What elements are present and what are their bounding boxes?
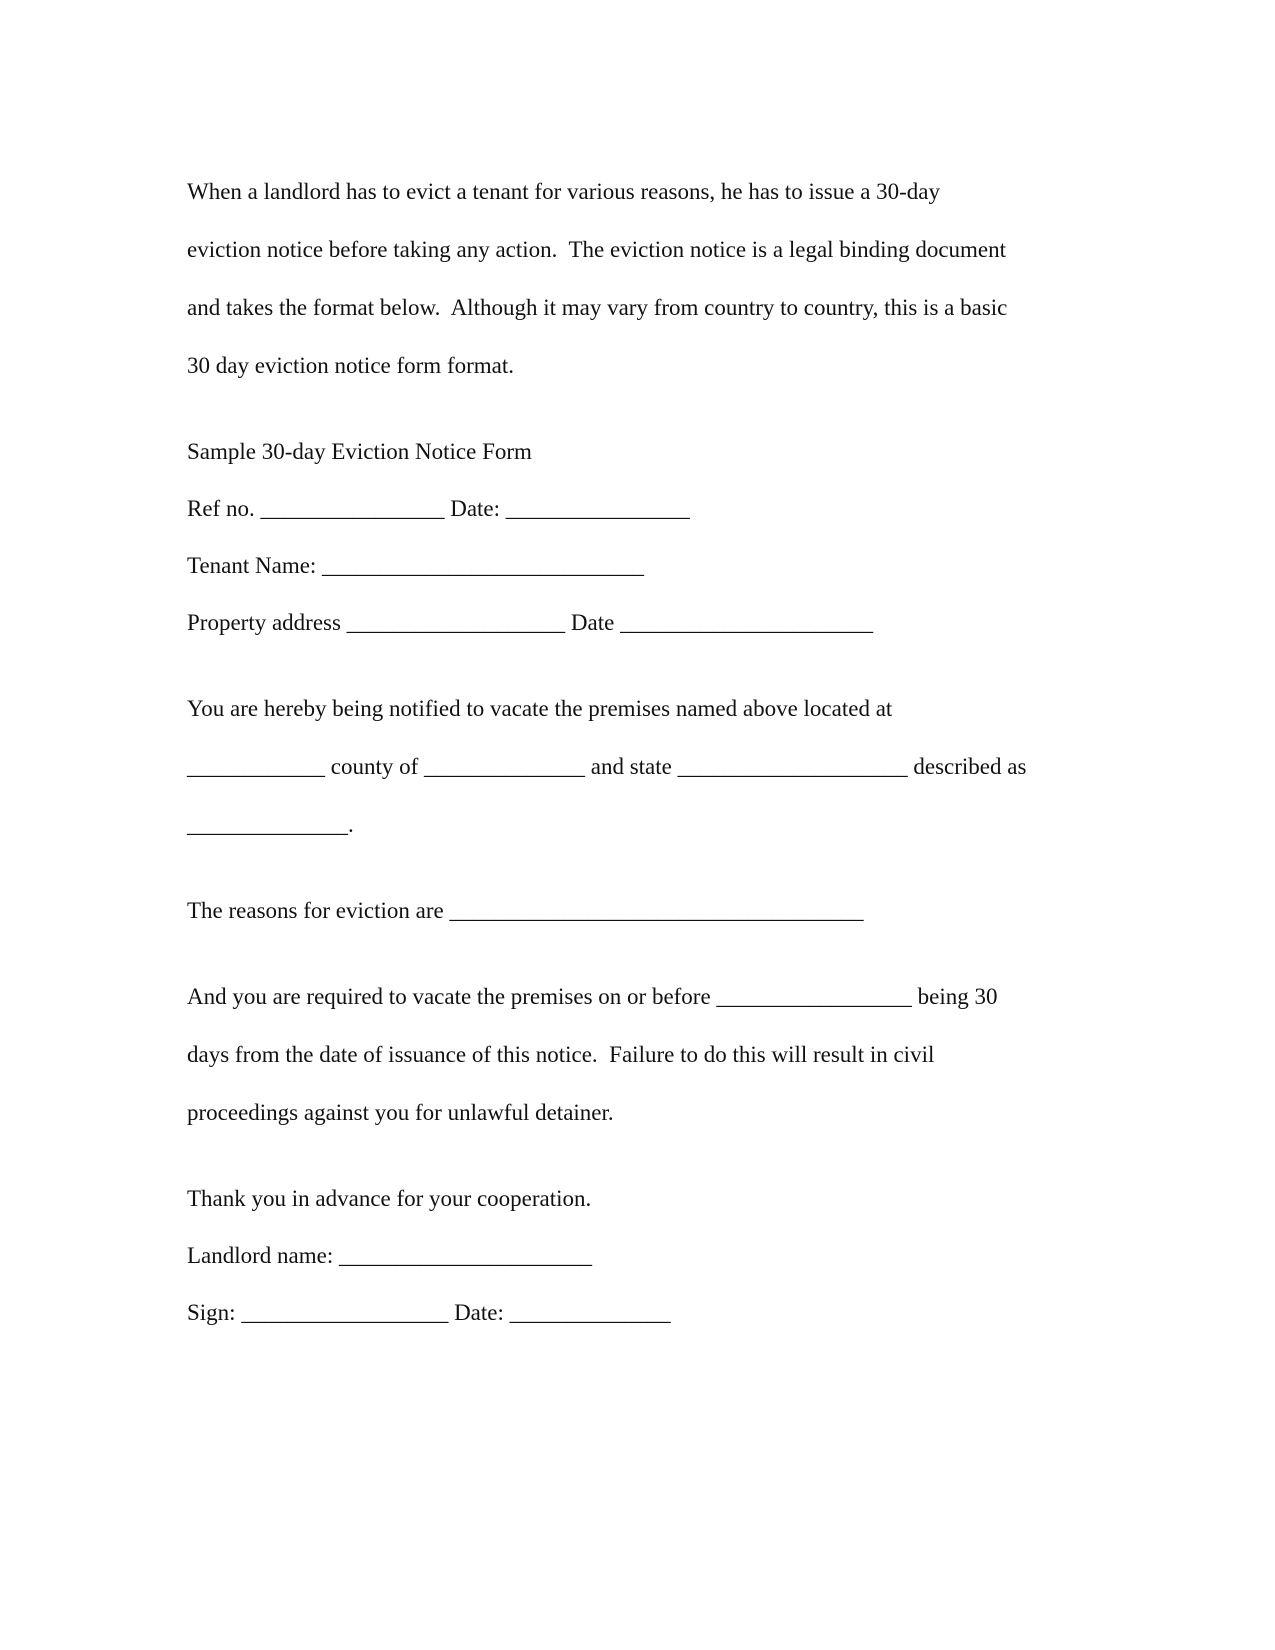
notice-line: You are hereby being notified to vacate the premises named above located at <box>187 696 893 721</box>
vacate-line: And you are required to vacate the premises on or before _________________ being 30 <box>187 984 998 1009</box>
intro-line: eviction notice before taking any action. The eviction notice is a legal binding document <box>187 237 1007 262</box>
notice-line: ______________. <box>187 812 354 837</box>
notice-line: ____________ county of ______________ and state ____________________ described as <box>187 754 1027 779</box>
intro-paragraph <box>187 148 1107 409</box>
intro-line: 30 day eviction notice form format. <box>187 353 515 378</box>
document-body <box>187 148 1107 1355</box>
tenant-name-line: Tenant Name: ____________________________ <box>187 553 645 578</box>
sign-date-line: Sign: __________________ Date: ______________ <box>187 1300 671 1325</box>
property-address-line: Property address ___________________ Date ______________________ <box>187 610 874 635</box>
intro-line: and takes the format below. Although it may vary from country to country, this is a basic <box>187 295 1008 320</box>
notice-paragraph <box>187 665 1107 868</box>
thanks-line: Thank you in advance for your cooperation. <box>187 1186 592 1211</box>
vacate-line: proceedings against you for unlawful detainer. <box>187 1100 614 1125</box>
vacate-line: days from the date of issuance of this notice. Failure to do this will result in civil <box>187 1042 935 1067</box>
intro-line: When a landlord has to evict a tenant for various reasons, he has to issue a 30-day <box>187 179 941 204</box>
reasons-line: The reasons for eviction are ____________________________________ <box>187 898 864 923</box>
landlord-name-line: Landlord name: ______________________ <box>187 1243 593 1268</box>
ref-date-line: Ref no. ________________ Date: ________________ <box>187 496 690 521</box>
form-title: Sample 30-day Eviction Notice Form <box>187 439 532 464</box>
vacate-paragraph <box>187 953 1107 1156</box>
